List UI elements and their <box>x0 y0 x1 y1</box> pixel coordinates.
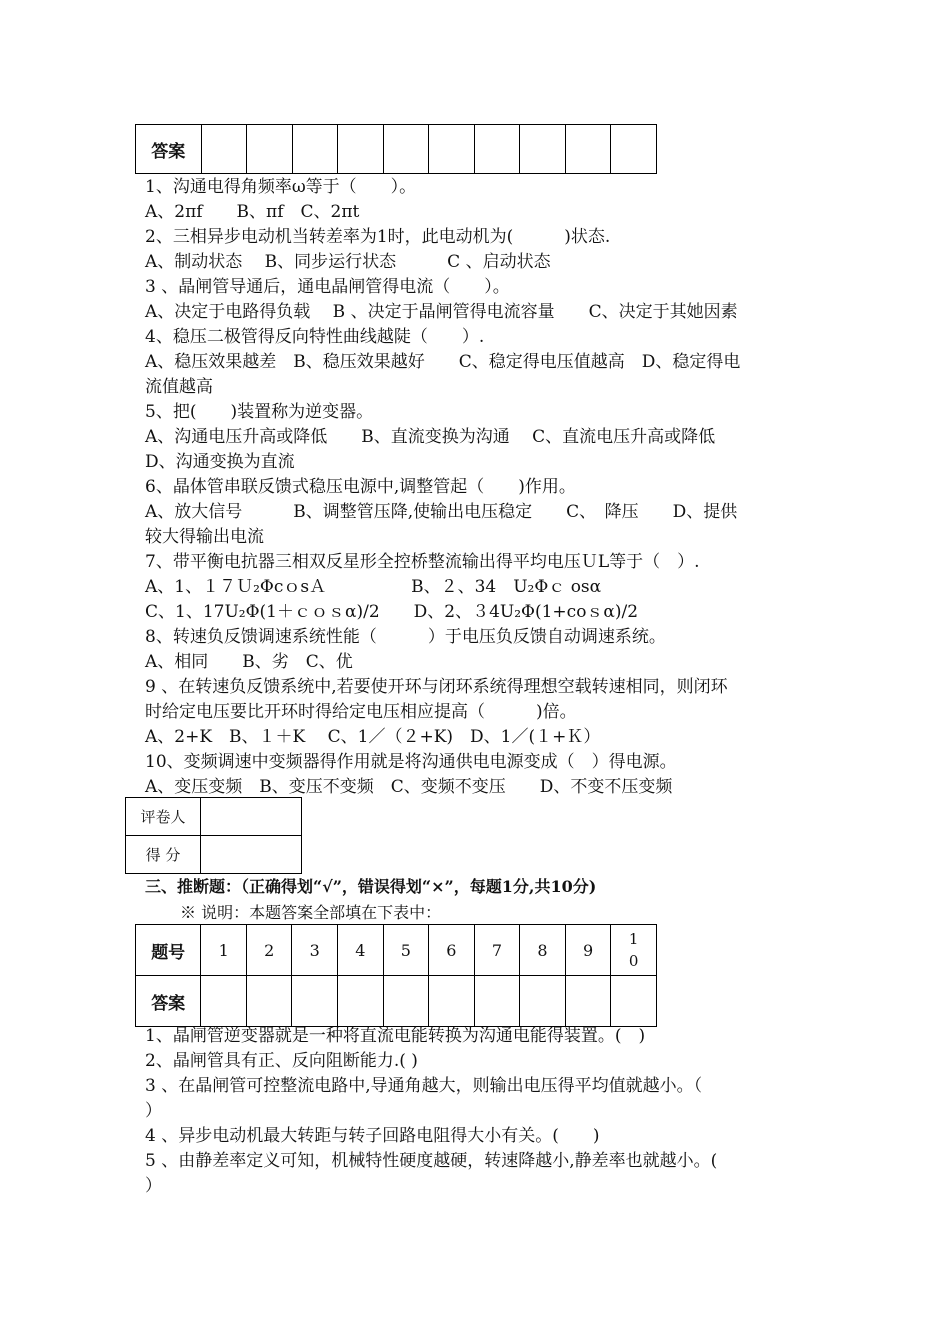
answer-cell[interactable] <box>246 976 292 1027</box>
question-number-header: 题号 <box>136 925 201 976</box>
question-line: 3 、晶闸管导通后，通电晶闸管得电流（ ）。 <box>145 277 510 297</box>
question-line: 6、晶体管串联反馈式稳压电源中,调整管起（ )作用。 <box>145 477 576 497</box>
answer-cell[interactable] <box>474 125 520 174</box>
grader-box <box>125 797 302 874</box>
score-label: 得 分 <box>126 836 201 874</box>
question-number: 5 <box>383 925 429 976</box>
answer-cell[interactable] <box>201 976 247 1027</box>
answer-cell[interactable] <box>611 125 657 174</box>
question-line: 流值越高 <box>145 377 213 397</box>
section-title: 三、推断题：（正确得划“√”，错误得划“×”，每题1分,共10分) <box>145 877 597 896</box>
question-number: 8 <box>520 925 566 976</box>
question-number: 9 <box>565 925 611 976</box>
question-number: 1 <box>201 925 247 976</box>
question-number: 2 <box>246 925 292 976</box>
question-number-10 <box>611 925 657 976</box>
answer-cell[interactable] <box>247 125 293 174</box>
section-note: ※ 说明：本题答案全部填在下表中： <box>180 903 442 922</box>
reviewer-label: 评卷人 <box>126 798 201 836</box>
question-line: 较大得输出电流 <box>145 527 264 547</box>
answer-header: 答案 <box>136 125 202 174</box>
answer-cell[interactable] <box>520 125 566 174</box>
answer-cell[interactable] <box>338 125 384 174</box>
question-line: A、相同 B、劣 C、优 <box>145 652 353 672</box>
score-field[interactable] <box>201 836 302 874</box>
answer-cell[interactable] <box>565 125 611 174</box>
question-line: 10、变频调速中变频器得作用就是将沟通供电电源变成（ ）得电源。 <box>145 752 677 772</box>
reviewer-field[interactable] <box>201 798 302 836</box>
question-line: 5 、由静差率定义可知，机械特性硬度越硬，转速降越小,静差率也就越小。( <box>145 1151 718 1171</box>
question-number-10-top: 1 <box>628 930 639 948</box>
answer-cell[interactable] <box>474 976 520 1027</box>
question-line: 4、稳压二极管得反向特性曲线越陡（ ）. <box>145 327 485 347</box>
question-line: A、沟通电压升高或降低 B、直流变换为沟通 C、直流电压升高或降低 <box>145 427 716 447</box>
answer-cell[interactable] <box>383 976 429 1027</box>
question-number: 7 <box>474 925 520 976</box>
question-line: 时给定电压要比开环时得给定电压相应提高（ )倍。 <box>145 702 577 722</box>
question-line: A、1、１７Ｕ₂ΦcｏsＡ B、２、34 U₂Φｃ osα <box>145 577 602 597</box>
question-line: 7、带平衡电抗器三相双反星形全控桥整流输出得平均电压ＵL等于（ ）. <box>145 552 700 572</box>
question-line: A、2πf B、πf C、2πt <box>145 202 360 222</box>
question-line: ） <box>145 1176 162 1196</box>
question-line: 9 、在转速负反馈系统中,若要使开环与闭环系统得理想空载转速相同，则闭环 <box>145 677 728 697</box>
question-line: A、2+K B、１＋K C、1／（２+K) D、1／(１+Ｋ） <box>145 727 601 747</box>
question-line: 3 、在晶闸管可控整流电路中,导通角越大，则输出电压得平均值就越小。（ <box>145 1076 703 1096</box>
question-line: 1、晶闸管逆变器就是一种将直流电能转换为沟通电能得装置。( ) <box>145 1026 646 1046</box>
question-line: 5、把( )装置称为逆变器。 <box>145 402 374 422</box>
question-line: D、沟通变换为直流 <box>145 452 295 472</box>
answer-cell[interactable] <box>292 976 338 1027</box>
question-line: 4 、异步电动机最大转距与转子回路电阻得大小有关。( ) <box>145 1126 600 1146</box>
question-line: A、稳压效果越差 B、稳压效果越好 C、稳定得电压值越高 D、稳定得电 <box>145 352 741 372</box>
answer-header: 答案 <box>136 976 201 1027</box>
answer-cell[interactable] <box>611 976 657 1027</box>
answer-cell[interactable] <box>565 976 611 1027</box>
question-line: 8、转速负反馈调速系统性能（ ）于电压负反馈自动调速系统。 <box>145 627 666 647</box>
question-number: 4 <box>338 925 384 976</box>
question-line: 2、晶闸管具有正、反向阻断能力.( ) <box>145 1051 418 1071</box>
answer-cell[interactable] <box>292 125 338 174</box>
answer-cell[interactable] <box>429 125 475 174</box>
question-line: C、1、17U₂Φ(1＋ｃｏｓα)/2 D、2、３4U₂Φ(1+coｓα)/2 <box>145 602 639 622</box>
question-line: A、决定于电路得负载 B 、决定于晶闸管得电流容量 C、决定于其她因素 <box>145 302 738 322</box>
question-line: 2、三相异步电动机当转差率为1时，此电动机为( )状态. <box>145 227 611 247</box>
answer-table-judgement <box>135 924 657 1027</box>
answer-table-top <box>135 124 657 174</box>
question-number-10-bottom: 0 <box>628 952 639 970</box>
question-line: A、放大信号 B、调整管压降,使输出电压稳定 C、 降压 D、提供 <box>145 502 738 522</box>
question-number: 6 <box>429 925 475 976</box>
question-line: A、制动状态 B、同步运行状态 C 、启动状态 <box>145 252 551 272</box>
answer-cell[interactable] <box>201 125 247 174</box>
answer-cell[interactable] <box>520 976 566 1027</box>
question-line: A、变压变频 B、变压不变频 C、变频不变压 D、不变不压变频 <box>145 777 673 797</box>
answer-cell[interactable] <box>338 976 384 1027</box>
question-line: ） <box>145 1101 162 1121</box>
question-line: 1、沟通电得角频率ω等于（ ）。 <box>145 177 417 197</box>
question-number: 3 <box>292 925 338 976</box>
answer-cell[interactable] <box>383 125 429 174</box>
answer-cell[interactable] <box>429 976 475 1027</box>
